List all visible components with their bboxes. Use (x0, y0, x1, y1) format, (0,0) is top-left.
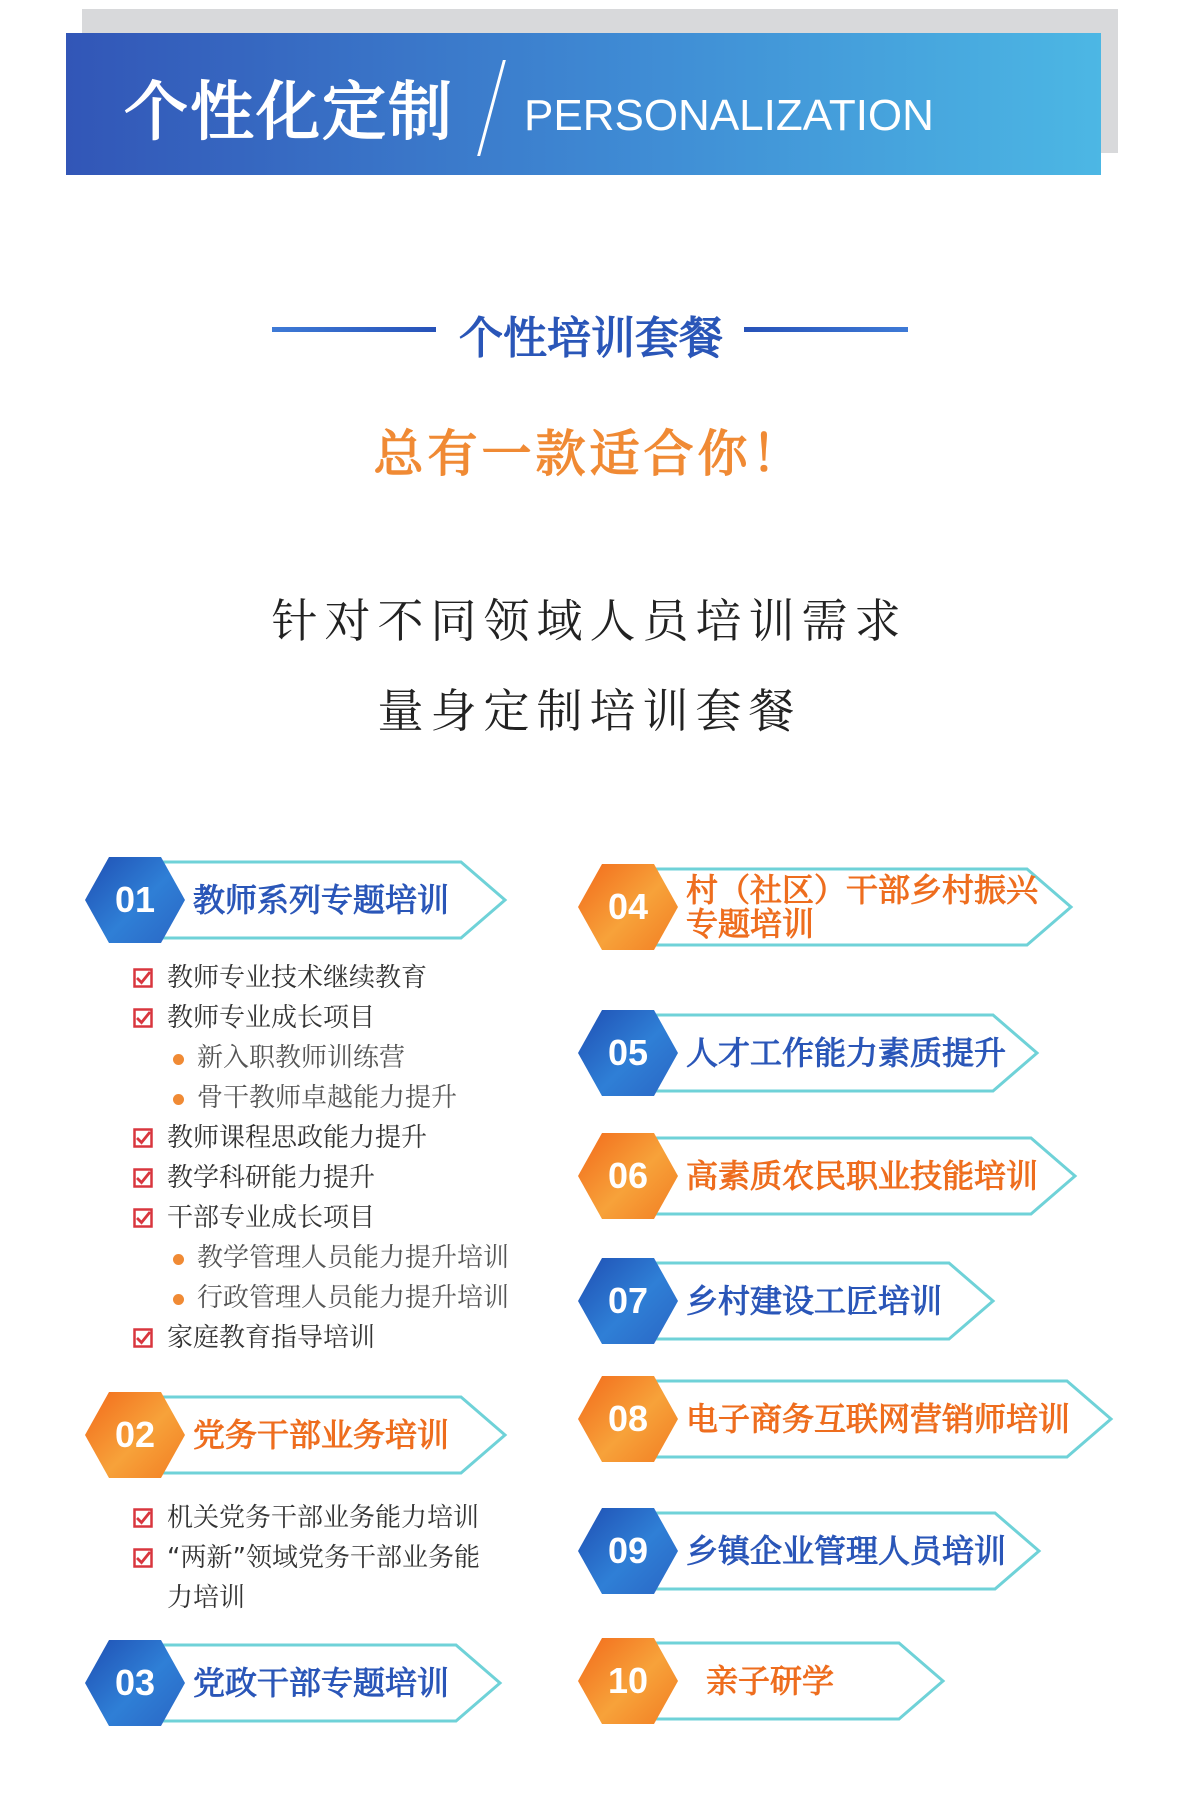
list-item: “两新”领域党务干部业务能力培训 (133, 1538, 497, 1618)
package-label: 党务干部业务培训 (193, 1416, 450, 1454)
checkbox-icon (133, 1128, 153, 1148)
package-label: 人才工作能力素质提升 (686, 1034, 1007, 1072)
package-label: 乡镇企业管理人员培训 (686, 1532, 1007, 1570)
list-item: 家庭教育指导培训 (133, 1318, 509, 1358)
bullet-dot-icon (173, 1094, 184, 1105)
package-01-items (133, 958, 509, 1358)
checkbox-icon (133, 968, 153, 988)
list-subitem: 行政管理人员能力提升培训 (133, 1278, 509, 1318)
list-subitem: 教学管理人员能力提升培训 (133, 1238, 509, 1278)
heading-line-left (272, 327, 436, 332)
package-number: 09 (607, 1530, 649, 1571)
package-label: 党政干部专题培训 (193, 1664, 450, 1702)
package-04-badge[interactable] (578, 864, 1074, 948)
package-label-line-2: 专题培训 (686, 905, 815, 943)
package-09-badge[interactable] (578, 1508, 1042, 1592)
checkbox-icon (133, 1548, 153, 1568)
package-number: 03 (114, 1662, 156, 1703)
section-title: 个性培训套餐 (459, 313, 723, 364)
package-number: 07 (607, 1280, 649, 1321)
package-02-items (133, 1498, 497, 1618)
package-02-badge[interactable] (85, 1392, 508, 1476)
package-number: 08 (607, 1398, 649, 1439)
checkbox-icon (133, 1508, 153, 1528)
checkbox-icon (133, 1168, 153, 1188)
checkbox-icon (133, 1208, 153, 1228)
package-number: 04 (607, 886, 649, 927)
package-05-badge[interactable] (578, 1010, 1040, 1094)
package-number: 02 (114, 1414, 156, 1455)
list-item: 干部专业成长项目 (133, 1198, 509, 1238)
package-07-badge[interactable] (578, 1258, 996, 1342)
list-item: 教师专业技术继续教育 (133, 958, 509, 998)
package-10-badge[interactable] (578, 1638, 946, 1722)
list-subitem: 骨干教师卓越能力提升 (133, 1078, 509, 1118)
checkbox-icon (133, 1008, 153, 1028)
slogan: 总有一款适合你！ (373, 425, 806, 483)
banner-divider (477, 60, 506, 156)
bullet-dot-icon (173, 1294, 184, 1305)
list-item: 教学科研能力提升 (133, 1158, 509, 1198)
bullet-dot-icon (173, 1254, 184, 1265)
package-06-badge[interactable] (578, 1133, 1078, 1217)
list-item: 教师课程思政能力提升 (133, 1118, 509, 1158)
package-label: 亲子研学 (706, 1662, 835, 1700)
package-label-line-1: 村（社区）干部乡村振兴 (686, 871, 1039, 909)
heading-line-right (744, 327, 908, 332)
package-number: 10 (607, 1660, 649, 1701)
bullet-dot-icon (173, 1054, 184, 1065)
list-subitem: 新入职教师训练营 (133, 1038, 509, 1078)
banner-title-en: PERSONALIZATION (524, 91, 934, 140)
list-item: 机关党务干部业务能力培训 (133, 1498, 497, 1538)
package-01-badge[interactable] (85, 857, 508, 941)
package-label: 高素质农民职业技能培训 (686, 1157, 1039, 1195)
header-banner (66, 33, 1101, 175)
package-label: 教师系列专题培训 (193, 881, 450, 919)
package-08-badge[interactable] (578, 1376, 1114, 1460)
package-number: 05 (607, 1032, 649, 1073)
banner-title-cn: 个性化定制 (124, 76, 454, 150)
list-item: 教师专业成长项目 (133, 998, 509, 1038)
package-number: 06 (607, 1155, 649, 1196)
package-label: 电子商务互联网营销师培训 (686, 1400, 1071, 1438)
package-03-badge[interactable] (85, 1640, 503, 1724)
intro-line-2: 量身定制培训套餐 (377, 684, 802, 738)
package-label: 乡村建设工匠培训 (686, 1282, 943, 1320)
intro-line-1: 针对不同领域人员培训需求 (271, 594, 908, 648)
package-number: 01 (114, 879, 156, 920)
package-label (686, 873, 1038, 941)
checkbox-icon (133, 1328, 153, 1348)
